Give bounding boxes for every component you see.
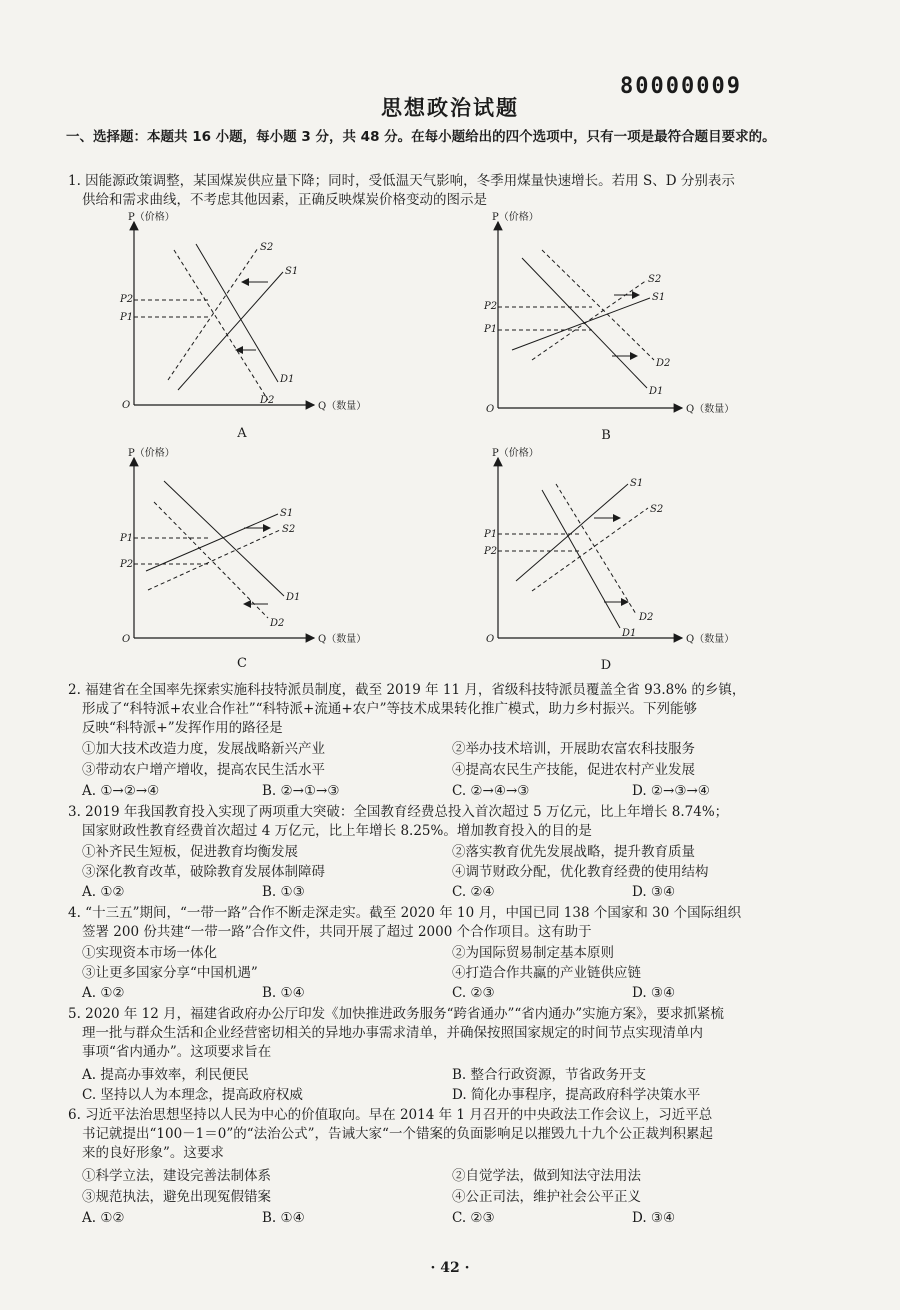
- section-heading: 一、选择题：本题共 16 小题，每小题 3 分，共 48 分。在每小题给出的四个选项中，只有一项是最符合题目要求的。: [66, 129, 776, 145]
- graph-b-label-s1: S1: [652, 292, 666, 303]
- q4-item-4: ④打造合作共赢的产业链供应链: [452, 965, 641, 981]
- q6-item-3: ③规范执法，避免出现冤假错案: [82, 1189, 271, 1205]
- q2-stem-line2: 形成了“科特派+农业合作社”“科特派+流通+农户”等技术成果转化推广模式，助力乡村振兴。下列能够: [82, 701, 698, 717]
- q5-stem-line2: 理一批与群众生活和企业经营密切相关的异地办事需求清单，并确保按照国家规定的时间节点实现清单内: [82, 1025, 703, 1041]
- graph-c-curve-s2: [148, 530, 280, 590]
- page-title: 思想政治试题: [381, 96, 519, 120]
- graph-c-origin: O: [122, 634, 131, 645]
- graph-c-label-s2: S2: [282, 524, 296, 535]
- q6-item-4: ④公正司法，维护社会公平正义: [452, 1189, 641, 1205]
- graph-b-curve-s2: [532, 280, 647, 360]
- graph-a-label: A: [237, 426, 247, 441]
- graph-b-label-s2: S2: [648, 274, 662, 285]
- q1-stem-line2: 供给和需求曲线，不考虑其他因素，正确反映煤炭价格变动的图示是: [82, 192, 487, 208]
- graph-b-label-d1: D1: [649, 386, 664, 397]
- q5-option-a[interactable]: A. 提高办事效率，利民便民: [82, 1067, 249, 1083]
- graph-c-price-high: P1: [120, 533, 134, 544]
- q3-stem-line2: 国家财政性教育经费首次超过 4 万亿元，比上年增长 8.25%。增加教育投入的目的是: [82, 823, 592, 839]
- q2-option-b[interactable]: B. ②→①→③: [262, 783, 340, 799]
- graph-b-price-high: P2: [484, 301, 498, 312]
- graph-b-curve-d2: [542, 250, 654, 360]
- q4-item-1: ①实现资本市场一体化: [82, 945, 217, 961]
- graph-b: [482, 210, 752, 429]
- q5-stem-line1: 5. 2020 年 12 月，福建省政府办公厅印发《加快推进政务服务“跨省通办”“省内通办”实施方案》，要求抓紧梳: [68, 1006, 724, 1022]
- q4-item-3: ③让更多国家分享“中国机遇”: [82, 965, 258, 981]
- q3-stem-line1: 3. 2019 年我国教育投入实现了两项重大突破：全国教育经费总投入首次超过 5 万亿元，比上年增长 8.74%；: [68, 804, 729, 820]
- q6-option-c[interactable]: C. ②③: [452, 1210, 495, 1226]
- graph-a-label-d2: D2: [260, 395, 275, 406]
- q6-option-b[interactable]: B. ①④: [262, 1210, 305, 1226]
- graph-c: [118, 446, 378, 660]
- q6-item-1: ①科学立法，建设完善法制体系: [82, 1168, 271, 1184]
- q2-option-c[interactable]: C. ②→④→③: [452, 783, 530, 799]
- graph-a-label-s2: S2: [260, 242, 274, 253]
- q4-item-2: ②为国际贸易制定基本原则: [452, 945, 614, 961]
- q3-option-b[interactable]: B. ①③: [262, 884, 305, 900]
- graph-b-curve-d1: [522, 258, 647, 388]
- graph-d-curve-s2: [532, 508, 648, 591]
- graph-a-price-low: P1: [120, 312, 134, 323]
- graph-a-curve-d2: [174, 250, 268, 400]
- graph-a-label-d1: D1: [280, 374, 295, 385]
- q4-option-a[interactable]: A. ①②: [82, 985, 125, 1001]
- q3-item-1: ①补齐民生短板，促进教育均衡发展: [82, 844, 298, 860]
- graph-d-curve-d2: [556, 484, 636, 614]
- graph-b-label-d2: D2: [656, 358, 671, 369]
- graph-a-price-high: P2: [120, 294, 134, 305]
- q5-option-d[interactable]: D. 简化办事程序，提高政府科学决策水平: [452, 1087, 701, 1103]
- q4-stem-line2: 签署 200 份共建“一带一路”合作文件，共同开展了超过 2000 个合作项目。这有助于: [82, 924, 592, 940]
- q6-stem-line2: 书记就提出“100－1＝0”的“法治公式”，告诫大家“一个错案的负面影响足以摧毁九十九个公正裁判积累起: [82, 1126, 713, 1142]
- graph-b-curve-s1: [512, 298, 650, 350]
- q4-stem-line1: 4. “十三五”期间，“一带一路”合作不断走深走实。截至 2020 年 10 月，中国已同 138 个国家和 30 个国际组织: [68, 905, 742, 921]
- graph-b-label: B: [601, 428, 611, 443]
- graph-c-label-d1: D1: [286, 592, 301, 603]
- q4-option-c[interactable]: C. ②③: [452, 985, 495, 1001]
- q2-stem-line3: 反映“科特派+”发挥作用的路径是: [82, 720, 283, 736]
- q2-option-d[interactable]: D. ②→③→④: [632, 783, 710, 799]
- graph-d-label: D: [600, 658, 612, 673]
- graph-d-label-d1: D1: [622, 628, 637, 639]
- q4-option-b[interactable]: B. ①④: [262, 985, 305, 1001]
- graph-a-q-axis-label: Q（数量）: [318, 401, 367, 412]
- graph-d-curve-d1: [542, 490, 620, 628]
- graph-d: [482, 446, 752, 660]
- graph-d-p-axis-label: P（价格）: [492, 448, 539, 459]
- graph-c-label-s1: S1: [280, 508, 294, 519]
- graph-d-label-s2: S2: [650, 504, 664, 515]
- graph-c-curve-s1: [146, 514, 278, 571]
- graph-a-curve-d1: [196, 244, 278, 382]
- graph-a-curve-s2: [168, 248, 258, 380]
- graph-a-p-axis-label: P（价格）: [128, 212, 175, 223]
- serial-number: 80000009: [620, 74, 742, 99]
- graph-d-label-s1: S1: [630, 478, 644, 489]
- graph-d-origin: O: [486, 634, 495, 645]
- q2-item-1: ①加大技术改造力度，发展战略新兴产业: [82, 741, 325, 757]
- q6-stem-line3: 来的良好形象”。这要求: [82, 1145, 224, 1161]
- q1-stem-line1: 1. 因能源政策调整，某国煤炭供应量下降；同时，受低温天气影响，冬季用煤量快速增长。若用 S、D 分别表示: [68, 173, 735, 189]
- q3-option-c[interactable]: C. ②④: [452, 884, 495, 900]
- graph-d-price-low: P2: [484, 546, 498, 557]
- graph-b-price-low: P1: [484, 324, 498, 335]
- page-number: · 42 ·: [430, 1260, 470, 1276]
- q3-item-3: ③深化教育改革，破除教育发展体制障碍: [82, 864, 325, 880]
- q6-option-d[interactable]: D. ③④: [632, 1210, 676, 1226]
- q2-item-2: ②举办技术培训，开展助农富农科技服务: [452, 741, 695, 757]
- q3-option-d[interactable]: D. ③④: [632, 884, 676, 900]
- q5-stem-line3: 事项“省内通办”。这项要求旨在: [82, 1044, 272, 1060]
- graph-c-q-axis-label: Q（数量）: [318, 634, 367, 645]
- q3-item-4: ④调节财政分配，优化教育经费的使用结构: [452, 864, 709, 880]
- graph-a-label-s1: S1: [285, 266, 299, 277]
- q5-option-b[interactable]: B. 整合行政资源，节省政务开支: [452, 1067, 647, 1083]
- graph-c-price-low: P2: [120, 559, 134, 570]
- q6-stem-line1: 6. 习近平法治思想坚持以人民为中心的价值取向。早在 2014 年 1 月召开的中央政法工作会议上，习近平总: [68, 1107, 713, 1123]
- q2-item-3: ③带动农户增产增收，提高农民生活水平: [82, 762, 325, 778]
- graph-b-p-axis-label: P（价格）: [492, 212, 539, 223]
- graph-d-price-high: P1: [484, 529, 498, 540]
- graph-d-q-axis-label: Q（数量）: [686, 634, 735, 645]
- graph-c-p-axis-label: P（价格）: [128, 448, 175, 459]
- graph-d-curve-s1: [516, 484, 628, 581]
- q6-item-2: ②自觉学法，做到知法守法用法: [452, 1168, 641, 1184]
- graph-a-origin: O: [122, 400, 131, 411]
- graph-c-label: C: [237, 656, 247, 671]
- graph-b-origin: O: [486, 404, 495, 415]
- q3-item-2: ②落实教育优先发展战略，提升教育质量: [452, 844, 695, 860]
- q2-option-a[interactable]: A. ①→②→④: [82, 783, 160, 799]
- q6-option-a[interactable]: A. ①②: [82, 1210, 125, 1226]
- q3-option-a[interactable]: A. ①②: [82, 884, 125, 900]
- graph-a: [118, 210, 378, 429]
- graph-a-curve-s1: [178, 272, 283, 390]
- graph-d-label-d2: D2: [639, 612, 654, 623]
- q5-option-c[interactable]: C. 坚持以人为本理念，提高政府权威: [82, 1087, 303, 1103]
- q2-item-4: ④提高农民生产技能，促进农村产业发展: [452, 762, 695, 778]
- graph-c-curve-d1: [164, 481, 284, 596]
- q2-stem-line1: 2. 福建省在全国率先探索实施科技特派员制度，截至 2019 年 11 月，省级科技特派员覆盖全省 93.8% 的乡镇，: [68, 682, 746, 698]
- graph-c-label-d2: D2: [270, 618, 285, 629]
- graph-b-q-axis-label: Q（数量）: [686, 404, 735, 415]
- q4-option-d[interactable]: D. ③④: [632, 985, 676, 1001]
